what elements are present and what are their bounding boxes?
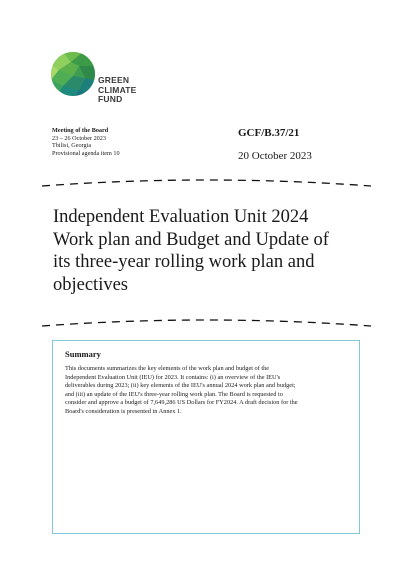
logo-wordmark [98, 76, 137, 105]
summary-line: Board's consideration is presented in Annex 1. [65, 407, 182, 415]
summary-text [65, 365, 347, 417]
top-divider [40, 176, 373, 190]
title-line: its three-year rolling work plan and [53, 252, 315, 272]
globe-icon [49, 50, 97, 98]
summary-box [52, 340, 360, 534]
title-line: Independent Evaluation Unit 2024 [53, 207, 309, 227]
logo-line-1: GREEN [98, 75, 130, 85]
logo-line-3: FUND [98, 94, 123, 104]
document-title [53, 206, 383, 296]
document-code: GCF/B.37/21 [238, 127, 300, 139]
title-line: objectives [53, 274, 129, 295]
bottom-divider [40, 314, 373, 328]
logo-line-2: CLIMATE [98, 84, 137, 95]
meeting-dates: 23 – 26 October 2023 [52, 134, 106, 142]
gcf-logo [49, 46, 149, 116]
meeting-location: Tbilisi, Georgia [52, 142, 92, 150]
summary-line: deliverables during 2023; (ii) key elements of the IEU's annual 2024 work plan and budget; [65, 382, 296, 390]
summary-line: and (iii) an update of the IEU's three-year rolling work plan. The Board is requested to [65, 390, 283, 398]
document-reference [238, 127, 312, 163]
agenda-item: Provisional agenda item 10 [52, 149, 120, 157]
summary-line: Independent Evaluation Unit (IEU) for 2023. It contains: (i) an overview of the IEU's [65, 373, 281, 381]
summary-line: This documents summarizes the key elements of the work plan and budget of the [65, 365, 270, 372]
meeting-info [52, 127, 120, 157]
document-date: 20 October 2023 [238, 150, 312, 162]
summary-heading: Summary [65, 349, 101, 359]
summary-line: consider and approve a budget of 7,649,286 US Dollars for FY2024. A draft decision for the [65, 399, 298, 407]
title-line: Work plan and Budget and Update of [53, 229, 329, 250]
meeting-title: Meeting of the Board [52, 127, 109, 134]
